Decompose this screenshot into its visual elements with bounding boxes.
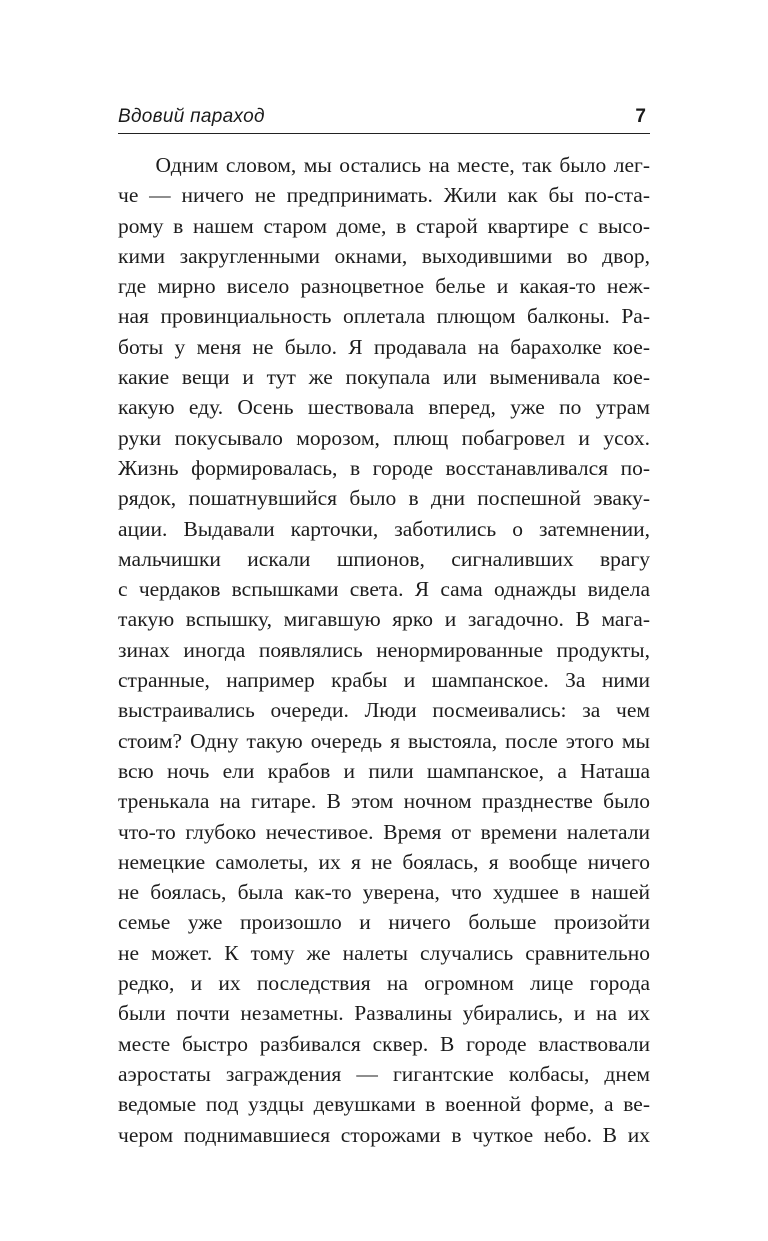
running-head: [118, 104, 650, 132]
text-line: были почти незаметны. Развалины убирались, и на их: [118, 1001, 650, 1026]
text-line: рому в нашем старом доме, в старой квартире с высо-: [118, 213, 650, 238]
text-line: Одним словом, мы остались на месте, так было лег-: [118, 153, 650, 177]
text-line: ации. Выдавали карточки, заботились о затемнении,: [118, 516, 650, 541]
text-line: редко, и их последствия на огромном лице города: [118, 971, 650, 996]
text-line: аэростаты заграждения — гигантские колбасы, днем: [118, 1061, 650, 1086]
text-line: ведомые под уздцы девушками в военной форме, а ве-: [118, 1092, 650, 1117]
body-text: [118, 150, 650, 1150]
text-line: какие вещи и тут же покупала или выменивала кое-: [118, 365, 650, 390]
text-line: немецкие самолеты, их я не боялась, я вообще ничего: [118, 849, 650, 874]
text-line: боты у меня не было. Я продавала на барахолке кое-: [118, 334, 650, 359]
text-line: какую еду. Осень шествовала вперед, уже по утрам: [118, 395, 650, 420]
text-line: чером поднимавшиеся сторожами в чуткое небо. В их: [118, 1122, 650, 1147]
text-line: руки покусывало морозом, плющ побагровел и усох.: [118, 425, 650, 450]
text-line: где мирно висело разноцветное белье и какая-то неж-: [118, 274, 650, 299]
text-line: не боялась, была как-то уверена, что худшее в нашей: [118, 880, 650, 905]
text-line: тренькала на гитаре. В этом ночном празднестве было: [118, 789, 650, 814]
text-line: мальчишки искали шпионов, сигналивших врагу: [118, 546, 650, 571]
header-rule: [118, 133, 650, 134]
page-number: 7: [635, 106, 646, 127]
text-line: рядок, пошатнувшийся было в дни поспешной эваку-: [118, 486, 650, 511]
text-line: че — ничего не предпринимать. Жили как бы по-ста-: [118, 183, 650, 208]
text-line: месте быстро разбивался сквер. В городе властвовали: [118, 1031, 650, 1056]
text-line: зинах иногда появлялись ненормированные продукты,: [118, 637, 650, 662]
text-line: кими закругленными окнами, выходившими во двор,: [118, 243, 650, 268]
text-line: Жизнь формировалась, в городе восстанавливался по-: [118, 455, 650, 480]
running-title: Вдовий параход: [118, 106, 265, 127]
text-line: что-то глубоко нечестивое. Время от времени налетали: [118, 819, 650, 844]
text-line: странные, например крабы и шампанское. За ними: [118, 668, 650, 693]
text-line: не может. К тому же налеты случались сравнительно: [118, 940, 650, 965]
text-line: ная провинциальность оплетала плющом балконы. Ра-: [118, 304, 650, 329]
text-line: стоим? Одну такую очередь я выстояла, после этого мы: [118, 728, 650, 753]
text-line: с чердаков вспышками света. Я сама однажды видела: [118, 577, 650, 602]
text-line: выстраивались очереди. Люди посмеивались: за чем: [118, 698, 650, 723]
text-line: такую вспышку, мигавшую ярко и загадочно. В мага-: [118, 607, 650, 632]
text-line: семье уже произошло и ничего больше произойти: [118, 910, 650, 935]
text-line: всю ночь ели крабов и пили шампанское, а Наташа: [118, 758, 650, 783]
